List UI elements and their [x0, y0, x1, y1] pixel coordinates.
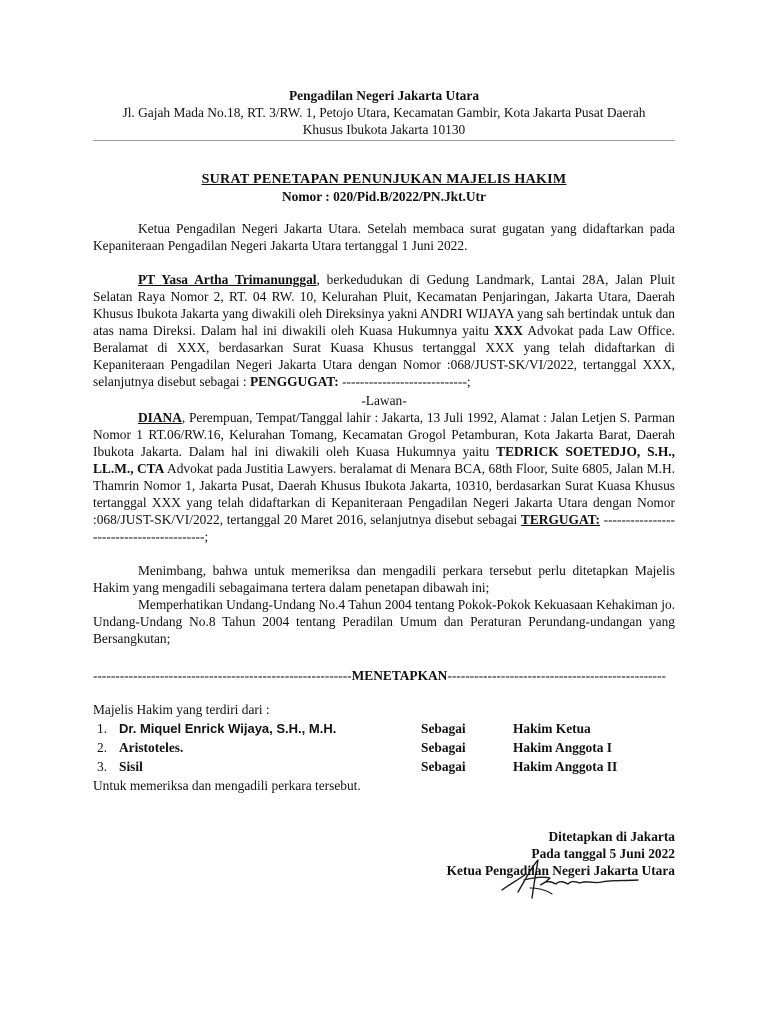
document-number: Nomor : 020/Pid.B/2022/PN.Jkt.Utr — [282, 189, 486, 204]
sign-official: Ketua Pengadilan Negeri Jakarta Utara — [446, 863, 675, 878]
court-address-line1: Jl. Gajah Mada No.18, RT. 3/RW. 1, Petojo Utara, Kecamatan Gambir, Kota Jakarta Pusat Daerah — [122, 105, 646, 120]
decree-dash-right: ------------------------------------------------- — [447, 668, 666, 683]
member-role: Hakim Anggota II — [513, 759, 618, 774]
decree-dash-left: ---------------------------------------------------------- — [93, 668, 352, 683]
plaintiff-tail: ----------------------------; — [338, 374, 471, 389]
table-row — [93, 739, 675, 758]
intro-paragraph: Ketua Pengadilan Negeri Jakarta Utara. Setelah membaca surat gugatan yang didaftarkan pada Kepaniteraan Pengadilan Negeri Jakarta Utara tertanggal 1 Juni 2022. — [93, 221, 675, 253]
plaintiff-text-1: , berkedudukan di Gedung Landmark, Lantai 28A, Jalan Pluit Selatan Raya Nomor 2, RT. 04 RW. 10, Kelurahan Pluit, Kecamatan Penjaringan, Jakarta Utara, Daerah Khusus Ibukota Jakarta yang diwakili oleh Direksinya yakni ANDRI WIJAYA yang sah bertindak untuk dan atas nama Direksi. Dalam hal ini diwakili oleh Kuasa Hukumnya yaitu — [93, 272, 675, 338]
member-as: Sebagai — [421, 721, 466, 736]
plaintiff-text-2: Advokat pada Law Office. Beralamat di XXX, berdasarkan Surat Kuasa Khusus tertanggal XXX yang telah didaftarkan di Kepaniteraan Pengadilan Negeri Jakarta Utara dengan Nomor :068/JUST-SK/VI/2022, tertanggal XXX, selanjutnya disebut sebagai : — [93, 323, 676, 389]
handwritten-signature — [498, 854, 643, 904]
panel-table — [93, 720, 675, 777]
member-name: Dr. Miquel Enrick Wijaya, S.H., M.H. — [119, 721, 337, 736]
plaintiff-name: PT Yasa Artha Trimanunggal — [138, 272, 317, 287]
table-row — [93, 720, 675, 739]
decree-word: MENETAPKAN — [351, 668, 448, 683]
document-title: SURAT PENETAPAN PENUNJUKAN MAJELIS HAKIM — [201, 172, 567, 187]
court-address-line2: Khusus Ibukota Jakarta 10130 — [302, 122, 466, 137]
table-row — [93, 758, 675, 777]
court-name: Pengadilan Negeri Jakarta Utara — [288, 88, 480, 103]
sign-place: Ditetapkan di Jakarta — [548, 829, 675, 844]
document-page — [93, 87, 675, 879]
plaintiff-lawyer: XXX — [494, 323, 524, 338]
defendant-label: TERGUGAT: — [520, 512, 601, 527]
versus-label: -Lawan- — [361, 393, 407, 408]
member-name: Sisil — [119, 759, 143, 774]
member-as: Sebagai — [421, 740, 466, 755]
sign-date: Pada tanggal 5 Juni 2022 — [531, 846, 675, 861]
member-as: Sebagai — [421, 759, 466, 774]
member-name: Aristoteles. — [119, 740, 184, 755]
panel-intro: Majelis Hakim yang terdiri dari : — [93, 702, 270, 717]
member-number: 2. — [97, 740, 108, 755]
panel-purpose: Untuk memeriksa dan mengadili perkara tersebut. — [93, 778, 361, 793]
defendant-text-1: , Perempuan, Tempat/Tanggal lahir : Jakarta, 13 Juli 1992, Alamat : Jalan Letjen S. Parman Nomor 1 RT.06/RW.16, Kelurahan Tomang, Kecamatan Grogol Petamburan, Kota Jakarta Barat, Daerah Ibukota Jakarta. Dalam hal ini diwakili oleh Kuasa Hukumnya yaitu — [93, 410, 675, 459]
member-role: Hakim Ketua — [513, 721, 591, 736]
member-number: 3. — [97, 759, 108, 774]
defendant-paragraph — [93, 409, 675, 545]
plaintiff-label: PENGGUGAT: — [249, 374, 339, 389]
member-role: Hakim Anggota I — [513, 740, 612, 755]
decree-heading — [93, 667, 675, 684]
defendant-lawyer: TEDRICK SOETEDJO, S.H., LL.M., CTA — [93, 444, 675, 476]
letterhead — [93, 87, 675, 138]
plaintiff-paragraph — [93, 271, 675, 390]
defendant-text-2: Advokat pada Justitia Lawyers. beralamat di Menara BCA, 68th Floor, Suite 6805, Jalan M.H. Thamrin Nomor 1, Jakarta Pusat, Daerah Khusus Ibukota Jakarta, 10310, berdasarkan Surat Kuasa Khusus tertanggal XXX yang telah didaftarkan di Kepaniteraan Pengadilan Negeri Jakarta Utara dengan Nomor :068/JUST-SK/VI/2022, tertanggal 20 Maret 2016, selanjutnya disebut sebagai — [93, 461, 675, 527]
noting-paragraph: Memperhatikan Undang-Undang No.4 Tahun 2004 tentang Pokok-Pokok Kekuasaan Kehakiman jo. Undang-Undang No.8 Tahun 2004 tentang Peradilan Umum dan Peraturan Perundang-undangan yang Bersangkutan; — [93, 597, 675, 646]
defendant-tail: -----------------------------------------; — [93, 512, 675, 544]
member-number: 1. — [97, 721, 108, 736]
defendant-name: DIANA — [138, 410, 182, 425]
considering-paragraph: Menimbang, bahwa untuk memeriksa dan mengadili perkara tersebut perlu ditetapkan Majelis Hakim yang mengadili sebagaimana tertera dalam penetapan dibawah ini; — [93, 563, 675, 595]
letterhead-divider — [93, 140, 675, 141]
